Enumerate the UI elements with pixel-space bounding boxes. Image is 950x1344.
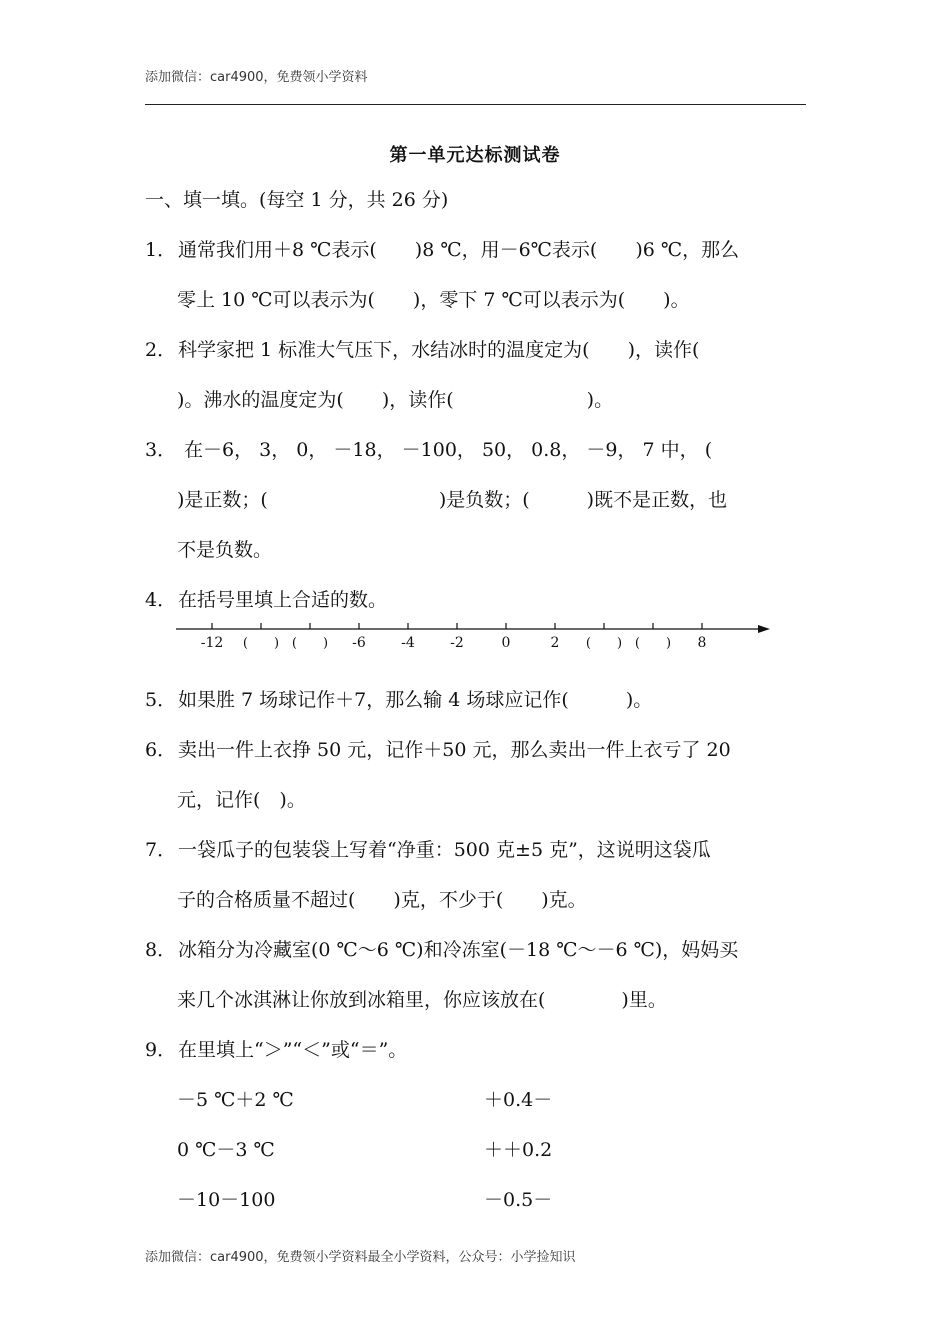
question-number: 3．: [145, 439, 177, 461]
question-9: [145, 1038, 407, 1062]
number-line-label: 8: [697, 635, 707, 651]
question-3-continuation: )是正数；( )是负数；( )既不是正数，也: [177, 489, 728, 511]
question-3-continuation-2: 不是负数。: [177, 539, 273, 561]
compare-left-3: －10－100: [177, 1189, 276, 1211]
number-line-blank: ( ): [242, 636, 280, 651]
question-number: 1．: [145, 239, 177, 261]
question-7-continuation: 子的合格质量不超过( )克，不少于( )克。: [177, 889, 587, 911]
question-1: [145, 238, 739, 262]
compare-right-1: ＋0.4－: [484, 1089, 553, 1111]
compare-right-2: ＋＋0.2: [484, 1139, 553, 1161]
number-line-label: -2: [450, 635, 464, 651]
question-6-continuation: 元，记作( )。: [177, 789, 306, 811]
question-7: [145, 838, 711, 862]
question-text: 在括号里填上合适的数。: [178, 589, 388, 611]
header-note: 添加微信：car4900，免费领小学资料: [145, 70, 368, 85]
question-text: 通常我们用＋8 ℃表示( )8 ℃，用－6℃表示( )6 ℃，那么: [178, 239, 740, 261]
question-3: [145, 438, 712, 462]
question-text: 冰箱分为冷藏室(0 ℃～6 ℃)和冷冻室(－18 ℃～－6 ℃)，妈妈买: [178, 939, 739, 961]
question-number: 6．: [145, 739, 177, 761]
number-line-label: -12: [200, 635, 224, 651]
compare-left-2: 0 ℃－3 ℃: [177, 1139, 275, 1161]
question-text: 一袋瓜子的包装袋上写着“净重：500 克±5 克”，这说明这袋瓜: [178, 839, 711, 861]
compare-left-1: －5 ℃＋2 ℃: [177, 1089, 294, 1111]
number-line-blank: ( ): [291, 636, 329, 651]
number-line-label: -4: [401, 635, 415, 651]
question-5: [145, 688, 652, 712]
section-heading: 一、填一填。(每空 1 分，共 26 分): [145, 189, 449, 211]
question-number: 7．: [145, 839, 177, 861]
question-4: [145, 588, 387, 612]
number-line-label: -6: [352, 635, 366, 651]
question-1-continuation: 零上 10 ℃可以表示为( )，零下 7 ℃可以表示为( )。: [177, 289, 690, 311]
question-text: 卖出一件上衣挣 50 元，记作＋50 元，那么卖出一件上衣亏了 20: [178, 739, 731, 761]
question-text: 如果胜 7 场球记作＋7，那么输 4 场球应记作( )。: [178, 689, 653, 711]
question-2: [145, 338, 699, 362]
number-line-label: 2: [550, 635, 560, 651]
question-number: 9．: [145, 1039, 177, 1061]
question-text: 科学家把 1 标准大气压下，水结冰时的温度定为( )，读作(: [178, 339, 700, 361]
footer-note: 添加微信：car4900，免费领小学资料最全小学资料，公众号：小学捡知识: [145, 1250, 576, 1265]
question-number: 4．: [145, 589, 177, 611]
question-8-continuation: 来几个冰淇淋让你放到冰箱里，你应该放在( )里。: [177, 989, 667, 1011]
number-line: [176, 618, 770, 658]
question-text: 在里填上“＞”“＜”或“＝”。: [178, 1039, 408, 1061]
question-2-continuation: )。沸水的温度定为( )，读作( )。: [177, 389, 614, 411]
question-number: 8．: [145, 939, 177, 961]
question-6: [145, 738, 731, 762]
question-text: 在－6， 3， 0， －18， －100， 50， 0.8， －9， 7 中， (: [178, 439, 713, 461]
question-number: 2．: [145, 339, 177, 361]
number-line-arrow: [758, 625, 770, 633]
number-line-blank: ( ): [585, 636, 623, 651]
number-line-label: 0: [501, 635, 511, 651]
page-title: 第一单元达标测试卷: [389, 145, 561, 166]
compare-right-3: －0.5－: [484, 1189, 553, 1211]
header-divider: [145, 104, 806, 105]
number-line-blank: ( ): [634, 636, 672, 651]
question-8: [145, 938, 738, 962]
question-number: 5．: [145, 689, 177, 711]
